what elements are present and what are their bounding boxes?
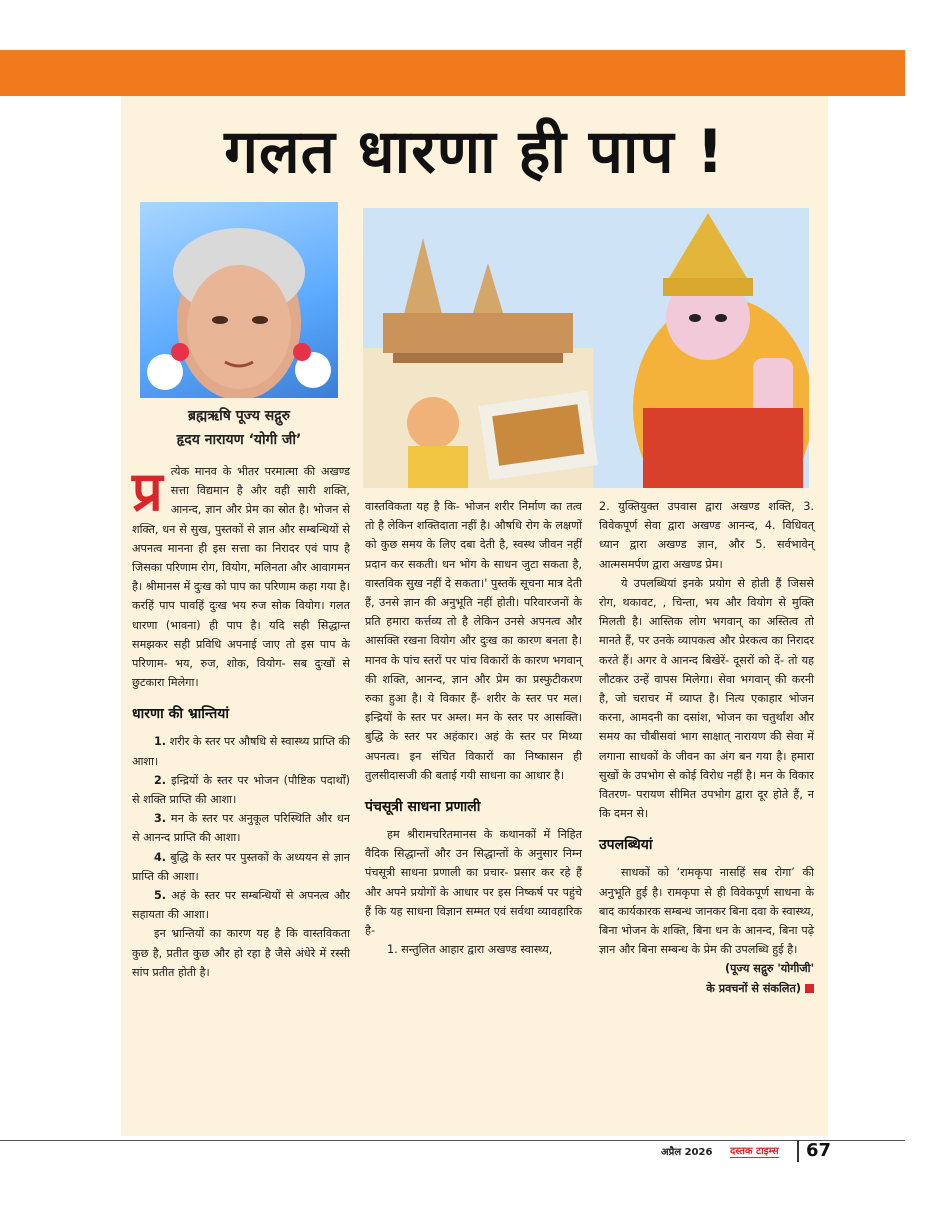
body-paragraph: साधकों को ‘रामकृपा नासहिं सब रोगा’ की अनुभूति हुई है। रामकृपा से ही विवेकपूर्ण साधना के बाद कार्यकारक सम्बन्ध जानकर बिना दवा के स्वास्थ्य, बिना भोजन के शक्ति, बिना धन के आनन्द, बिना पढ़े ज्ञान और बिना सम्बन्ध के प्रेम की उपलब्धि हुई है। bbox=[599, 866, 814, 957]
page-number: 67 bbox=[806, 1140, 832, 1161]
closing-paragraph: इन भ्रान्तियों का कारण यह है कि वास्तविकता कुछ है, प्रतीत कुछ और हो रहा है जैसे अंधेरे में रस्सी सांप प्रतीत होती है। bbox=[132, 927, 350, 979]
list-item: 5. अहं के स्तर पर सम्बन्धियों से अपनत्व और सहायता की आशा। bbox=[132, 889, 351, 922]
list-item: 4. बुद्धि के स्तर पर पुस्तकों के अध्ययन से ज्ञान प्राप्ति की आशा। bbox=[132, 850, 350, 883]
author-name: हृदय नारायण ‘योगी जी’ bbox=[176, 432, 302, 448]
issue-date: अप्रैल 2026 bbox=[661, 1147, 713, 1158]
page-title: गलत धारणा ही पाप ! bbox=[224, 117, 725, 187]
intro-paragraph: प्र त्येक मानव के भीतर परमात्मा की अखण्ड सत्ता विद्यमान है और वही सारी शक्ति, आनन्द, ज्ञान और प्रेम का स्रोत है। भोजन से शक्ति, धन से सुख, पुस्तकों से ज्ञान और सम्बन्धियों से अपनत्व मानना ही इस सत्ता का निरादर एवं पाप है जिसका परिणाम रोग, वियोग, मलिनता और आवागमन है। श्रीमानस में दुःख को पाप का परिणाम कहा गया है। करहिं पाप पावहिं दुःख भय रुज सोक वियोग। गलत धारणा (भावना) ही पाप है। यदि सही सिद्धान्त समझकर सही प्रविधि अपनाई जाए तो इस पाप के परिणाम- भय, रुज, शोक, वियोग- सब दुःखों से छुटकारा मिलेगा। bbox=[132, 460, 350, 690]
end-mark-icon bbox=[805, 984, 814, 993]
source-credit: (पूज्य सद्गुरु 'योगीजी' bbox=[725, 962, 814, 976]
author-title: ब्रह्मऋषि पूज्य सद्गुरु bbox=[188, 408, 290, 424]
body-paragraph: ये उपलब्धियां इनके प्रयोग से होती हैं जिससे रोग, थकावट, , चिन्ता, भय और वियोग से मुक्ति मिलती है। आस्तिक लोग भगवान् का अस्तित्व तो मानते हैं, पर उनके व्यापकत्व और प्रेरकत्व का निरादर करते हैं। अगर वे आनन्द बिखेरें- दूसरों को दें- तो यह लौटकर उन्हें वापस मिलेगा। सेवा भगवान् की करनी है, जो चराचर में व्याप्त है। नित्य एकाहार भोजन करना, आमदनी का दसांश, भोजन का चतुर्थांश और समय का चौबीसवां भाग साक्षात् नारायण की सेवा में लगाना साधकों के जीवन का अंग बन गया है। हमारा सुखों के उपभोग से कोई विरोध नहीं है। मन के विकार वितरण- परायण सीमित उपभोग द्वारा दूर होते हैं, न कि दमन से। bbox=[599, 576, 814, 821]
author-caption bbox=[124, 404, 354, 452]
article-column-2 bbox=[365, 497, 582, 959]
section-heading-misconceptions: धारणा की भ्रान्तियां bbox=[132, 706, 229, 723]
section-heading-achievements: उपलब्धियां bbox=[599, 837, 653, 854]
article-collage-image bbox=[363, 208, 809, 488]
list-item: 1. शरीर के स्तर पर औषधि से स्वास्थ्य प्राप्ति की आशा। bbox=[132, 735, 350, 768]
article-column-3 bbox=[599, 497, 814, 998]
body-paragraph: 2. युक्तियुक्त उपवास द्वारा अखण्ड शक्ति, 3. विवेकपूर्ण सेवा द्वारा अखण्ड आनन्द, 4. विधिवत् ध्यान द्वारा अखण्ड ज्ञान, और 5. सर्वभावेन् आत्मसमर्पण द्वारा अखण्ड प्रेम। bbox=[599, 500, 814, 571]
body-paragraph: 1. सन्तुलित आहार द्वारा अखण्ड स्वास्थ्य, bbox=[387, 943, 553, 957]
author-portrait bbox=[140, 202, 338, 398]
body-paragraph: हम श्रीरामचरितमानस के कथानकों में निहित वैदिक सिद्धान्तों और उन सिद्धान्तों के अनुसार निम्न पंचसूत्री साधना प्रणाली का प्रचार- प्रसार कर रहे हैं और अपने प्रयोगों के आधार पर इस निष्कर्ष पर पहुंचे हैं कि यह साधना विज्ञान सम्मत एवं सर्वथा व्यावहारिक है- bbox=[365, 828, 582, 938]
footer-separator bbox=[797, 1140, 799, 1162]
dropcap: प्र bbox=[132, 460, 163, 523]
source-credit: के प्रवचनों से संकलित) bbox=[599, 979, 814, 998]
header-accent-bar bbox=[0, 50, 905, 96]
magazine-name: दस्तक टाइम्स bbox=[730, 1143, 779, 1158]
section-heading-method: पंचसूत्री साधना प्रणाली bbox=[365, 799, 481, 816]
footer-rule bbox=[0, 1140, 905, 1141]
list-item: 2. इन्द्रियों के स्तर पर भोजन (पौष्टिक पदार्थों) से शक्ति प्राप्ति की आशा। bbox=[132, 773, 350, 807]
article-column-1 bbox=[132, 462, 350, 982]
list-item: 3. मन के स्तर पर अनुकूल परिस्थिति और धन से आनन्द प्राप्ति की आशा। bbox=[132, 812, 350, 845]
body-paragraph: वास्तविकता यह है कि- भोजन शरीर निर्माण का तत्व तो है लेकिन शक्तिदाता नहीं है। औषधि रोग के लक्षणों को कुछ समय के लिए दबा देती है, स्वस्थ जीवन नहीं प्रदान कर सकती। धन भोग के साधन जुटा सकता है, वास्तविक सुख नहीं दे सकता।' पुस्तकें सूचना मात्र देती हैं, उनसे ज्ञान की अनुभूति नहीं होती। परिवारजनों के प्रति हमारा कर्त्तव्य तो है लेकिन उनसे अपनत्व और आसक्ति रखना वियोग और दुःख का कारण बनता है। मानव के पांच स्तरों पर पांच विकारों के कारण भगवान् की शक्ति, आनन्द, ज्ञान और प्रेम का प्रस्फुटीकरण रुका हुआ है। ये विकार हैं- शरीर के स्तर पर मल। इन्द्रियों के स्तर पर अम्ल। मन के स्तर पर आसक्ति। बुद्धि के स्तर पर अहंकार। अहं के स्तर पर मिथ्या अपनत्व। इन संचित विकारों का निष्कासन ही तुलसीदासजी की बताई गयी साधना का आधार है। bbox=[365, 500, 582, 782]
